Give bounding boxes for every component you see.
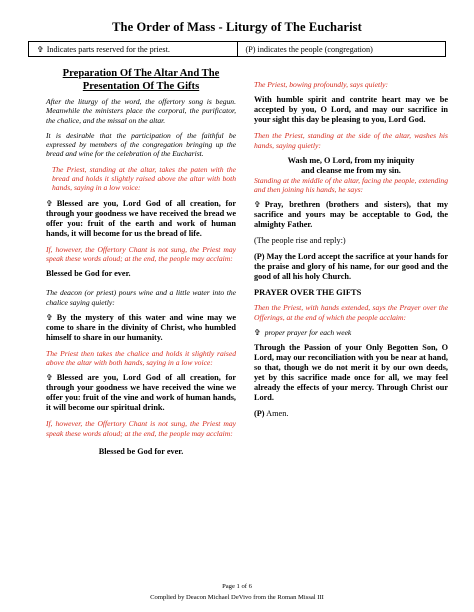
proper-prayer-note: ✞ proper prayer for each week	[254, 328, 352, 338]
prayer-wash-line-2: and cleanse me from my sin.	[301, 165, 401, 175]
section-heading-preparation: Preparation Of The Altar And The Presentation Of The Gifts	[62, 68, 220, 92]
page-number: Page 1 of 6	[222, 583, 252, 590]
rubric-prayer-offerings: Then the Priest, with hands extended, says the Prayer over the Offerings, at the end of which the people acclaim:	[254, 303, 448, 322]
legend-people	[237, 42, 446, 56]
prayer-wash-line-1: Wash me, O Lord, from my iniquity	[287, 155, 415, 165]
legend-people-text: (P) indicates the people (congregation)	[245, 44, 373, 54]
prayer-pray-brethren: ✞ Pray, brethren (brothers and sisters), that my sacrifice and yours may be acceptable to God, the almighty Father.	[254, 200, 448, 230]
intro-paragraph-2: It is desirable that the participation of the faithful be expressed by members of the congregation bringing up the bread and wine for the celebration of the Eucharist.	[46, 130, 236, 159]
cross-icon: ✞	[254, 328, 261, 338]
right-column	[254, 80, 448, 419]
response-accept-sacrifice: (P) May the Lord accept the sacrifice at your hands for the praise and glory of his name, for our good and the good of all his holy Church.	[254, 252, 448, 282]
cross-icon: ✞	[254, 200, 261, 210]
rubric-wash-hands: Then the Priest, standing at the side of the altar, washes his hands, saying quietly:	[254, 131, 448, 150]
prayer-water-wine: ✞ By the mystery of this water and wine may we come to share in the divinity of Christ, who humbled himself to share in our humanity.	[46, 312, 236, 342]
response-amen: (P) Amen.	[254, 409, 289, 419]
rubric-pour-wine: The deacon (or priest) pours wine and a little water into the chalice saying quietly:	[46, 288, 236, 307]
cross-icon: ✞	[37, 44, 44, 54]
cross-icon: ✞	[46, 198, 53, 208]
legend-priest	[29, 42, 237, 56]
page-title: The Order of Mass - Liturgy of The Eucharist	[112, 20, 362, 34]
cross-icon: ✞	[46, 373, 53, 383]
left-column	[46, 68, 236, 457]
rubric-chalice: The Priest then takes the chalice and holds it slightly raised above the altar with both hands, saying in a low voice:	[46, 348, 236, 368]
section-heading-prayer-over-gifts: PRAYER OVER THE GIFTS	[254, 288, 362, 298]
rubric-offertory-2: If, however, the Offertory Chant is not sung, the Priest may speak these words aloud; at the end, the people may acclaim:	[46, 419, 236, 438]
response-blessed-1: Blessed be God for ever.	[46, 269, 131, 279]
prayer-humble-spirit: With humble spirit and contrite heart may we be accepted by you, O Lord, and may our sacrifice in your sight this day be pleasing to you, Lord God.	[254, 95, 448, 125]
legend-priest-text: Indicates parts reserved for the priest.	[46, 44, 170, 54]
rubric-offertory-1: If, however, the Offertory Chant is not sung, the Priest may speak these words aloud; at the end, the people may acclaim:	[46, 244, 236, 263]
prayer-bread: ✞ Blessed are you, Lord God of all creation, for through your goodness we have received the bread we offer you: fruit of the earth and work of human hands, it will become for us the bread of life.	[46, 198, 236, 238]
footer-credit: Complied by Deacon Michael DeVivo from the Roman Missal III	[150, 594, 324, 601]
intro-paragraph-1: After the liturgy of the word, the offertory song is begun. Meanwhile the ministers place the corporal, the purificator, the chalice, and the missal on the altar.	[46, 97, 236, 125]
prayer-passion: Through the Passion of your Only Begotten Son, O Lord, may our reconciliation with you be near at hand, so that, though we do not merit it by our own deeds, yet by this sacrifice made once for all, we may feel already the effects of your mercy. Through Christ our Lord.	[254, 343, 448, 403]
rubric-pray-brethren: Standing at the middle of the altar, facing the people, extending and then joining his hands, he says:	[254, 175, 448, 195]
rubric-paten: The Priest, standing at the altar, takes the paten with the bread and holds it slightly raised above the altar with both hands, saying in a low voice:	[52, 164, 236, 193]
response-blessed-2: Blessed be God for ever.	[98, 447, 184, 457]
rubric-bowing: The Priest, bowing profoundly, says quietly:	[254, 80, 389, 89]
cross-icon: ✞	[46, 312, 53, 322]
people-rise-note: (The people rise and reply:)	[254, 236, 346, 246]
legend-box	[28, 41, 446, 57]
prayer-wine: ✞ Blessed are you, Lord God of all creation, for through your goodness we have received the wine we offer you: fruit of the vine and work of human hands, it will become our spiritual drink.	[46, 373, 236, 413]
